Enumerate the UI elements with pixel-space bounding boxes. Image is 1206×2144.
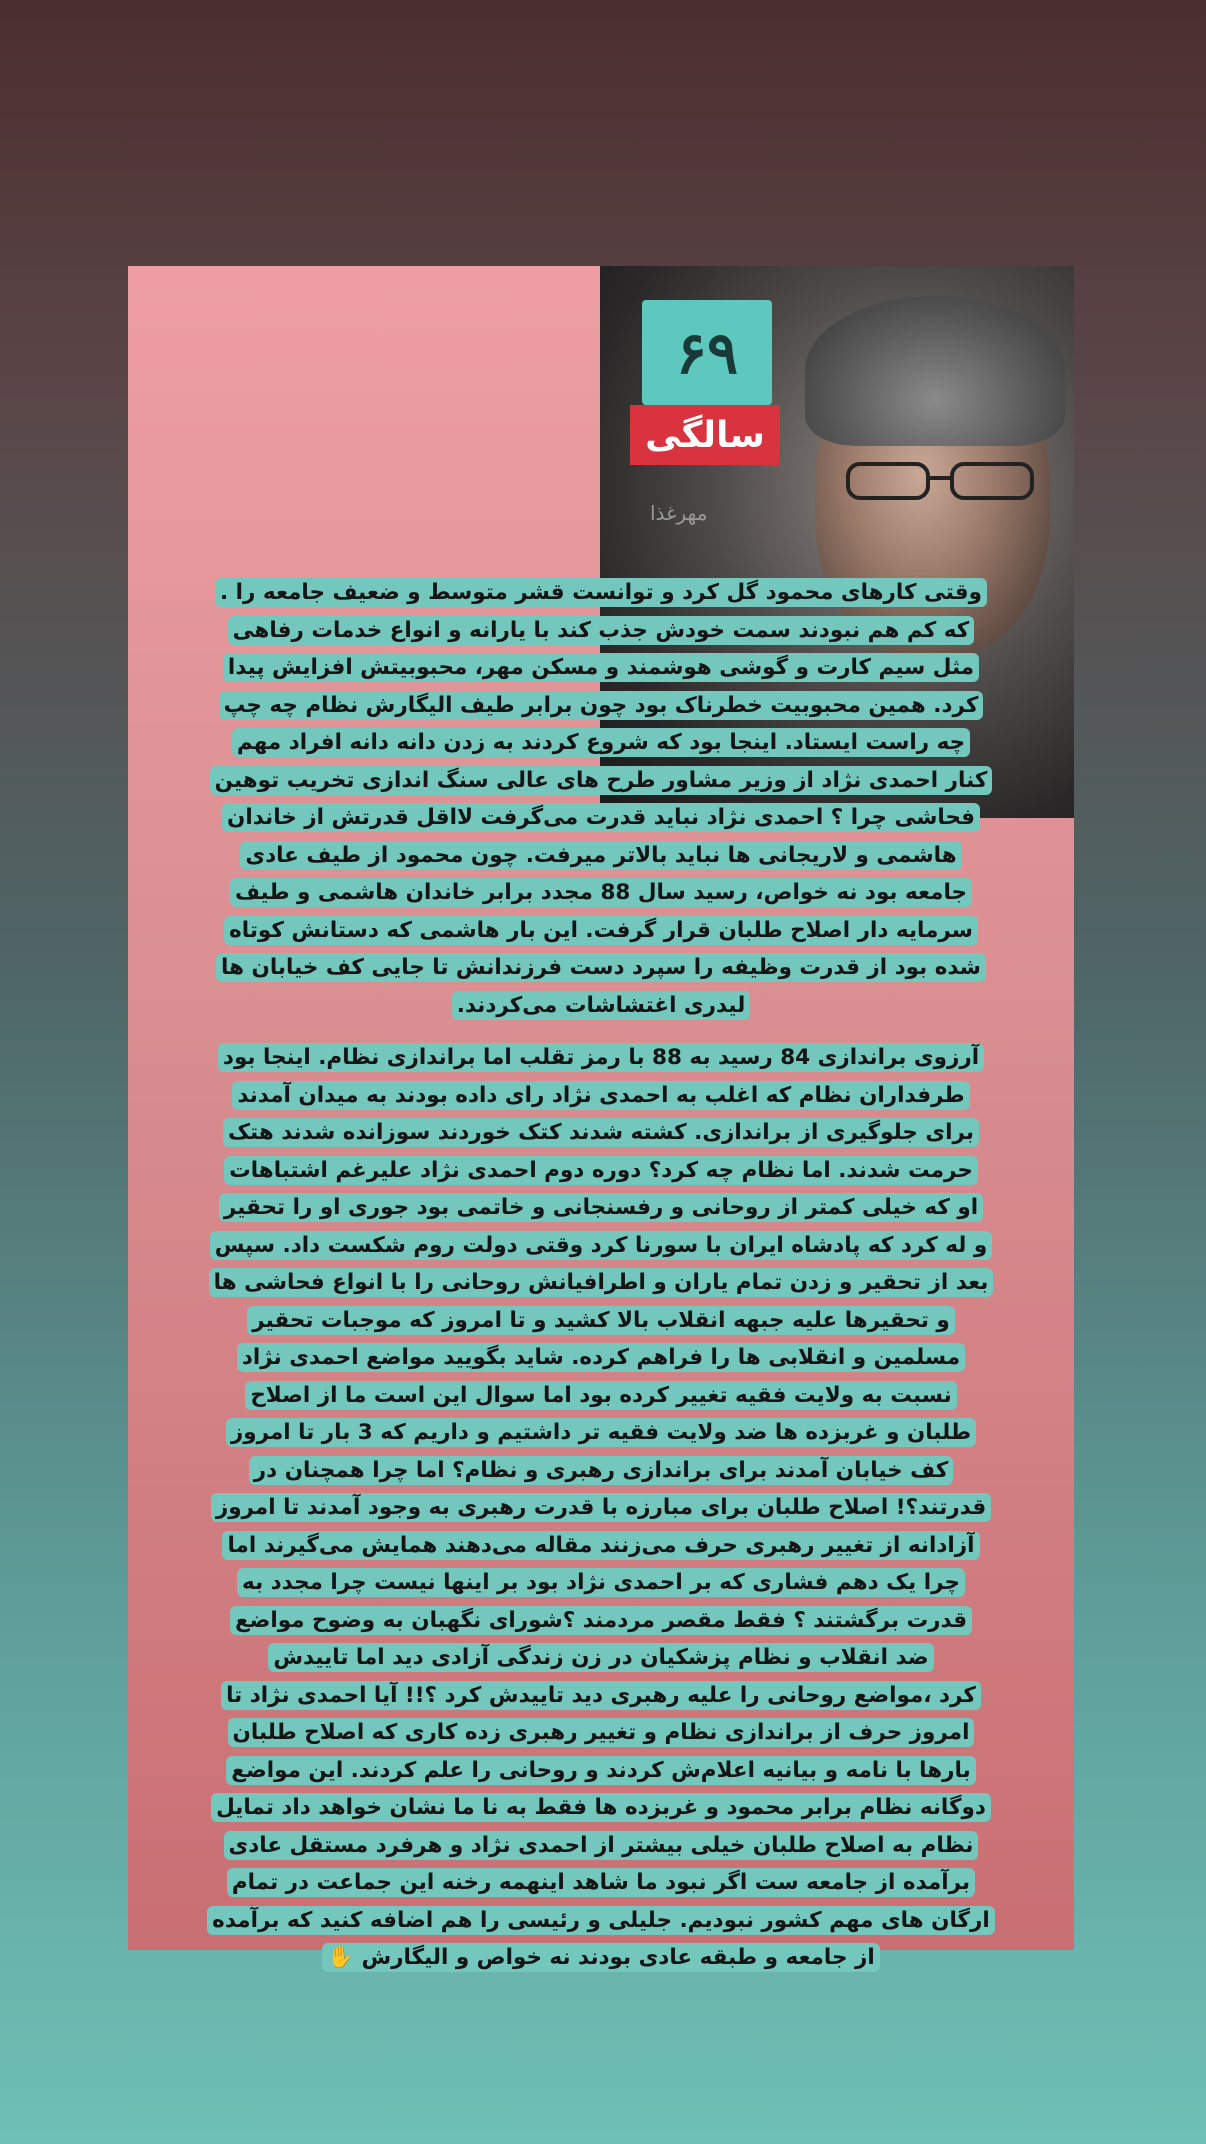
paragraph-block-1	[134, 574, 1068, 1024]
paragraph-1-text: وقتی کارهای محمود گل کرد و توانست قشر متوسط و ضعیف جامعه را . که کم هم نبودند سمت خودش جذب کند با یارانه و انواع خدمات رفاهی مثل سیم کارت و گوشی هوشمند و مسکن مهر، محبوبیتش افزایش پیدا کرد. همین محبوبیت خطرناک بود چون برابر طیف الیگارش نظام چه چپ چه راست ایستاد. اینجا بود که شروع کردند به زدن دانه دانه افراد مهم کنار احمدی نژاد از وزیر مشاور طرح های عالی سنگ اندازی تخریب توهین فحاشی چرا ؟ احمدی نژاد نباید قدرت می‌گرفت لااقل قدرتش از خاندان هاشمی و لاریجانی ها نباید بالاتر میرفت. چون محمود از طیف عادی جامعه بود نه خواص، رسید سال 88 مجدد برابر خاندان هاشمی و طیف سرمایه دار اصلاح طلبان قرار گرفت. این بار هاشمی که دستانش کوتاه شده بود از قدرت وظیفه را سپرد دست فرزندانش تا جایی کف خیابان ها لیدری اغتشاشات می‌کردند.	[210, 578, 993, 1020]
logo-number: ۶۹	[642, 300, 772, 405]
logo-subtitle: مهرغذا	[650, 501, 708, 525]
logo-label: سالگی	[630, 405, 780, 465]
glasses-icon	[840, 456, 1040, 506]
paragraph-block-2	[134, 1039, 1068, 1977]
paragraph-2-text: آرزوی براندازی 84 رسید به 88 با رمز تقلب اما براندازی نظام. اینجا بود طرفداران نظام که اغلب به احمدی نژاد رای داده بودند به میدان آمدند برای جلوگیری از براندازی. کشته شدند کتک خوردند سوزانده شدند هتک حرمت شدند. اما نظام چه کرد؟ دوره دوم احمدی نژاد علیرغم اشتباهات او که خیلی کمتر از روحانی و رفسنجانی و خاتمی بود جوری او را تحقیر و له کرد که پادشاه ایران با سورنا کرد وقتی دولت روم شکست داد. سپس بعد از تحقیر و زدن تمام یاران و اطرافیانش روحانی را با انواع فحاشی ها و تحقیرها علیه جبهه انقلاب بالا کشید و تا امروز که موجبات تحقیر مسلمین و انقلابی ها را فراهم کرده. شاید بگویید مواضع احمدی نژاد نسبت به ولایت فقیه تغییر کرده بود اما سوال این است ما از اصلاح طلبان و غربزده ها ضد ولایت فقیه تر داشتیم و داریم که 3 بار تا امروز کف خیابان آمدند برای براندازی رهبری و نظام؟ اما چرا همچنان در قدرتند؟! اصلاح طلبان برای مبارزه با قدرت رهبری به وجود آمدند تا امروز آزادانه از تغییر رهبری حرف می‌زنند مقاله می‌دهند همایش می‌گیرند اما چرا یک دهم فشاری که بر احمدی نژاد بود بر اینها نیست چرا مجدد به قدرت برگشتند ؟ فقط مقصر مردمند ؟شورای نگهبان به وضوح مواضع ضد انقلاب و نظام پزشکیان در زن زندگی آزادی دید اما تاییدش کرد ،مواضع روحانی را علیه رهبری دید تاییدش کرد ؟!! آیا احمدی نژاد تا امروز حرف از براندازی نظام و تغییر رهبری زده کاری که اصلاح طلبان بارها با نامه و بیانیه اعلام‌ش کردند و روحانی را علم کردند. این مواضع دوگانه نظام برابر محمود و غربزده ها فقط به نا ما نشان خواهد داد تمایل نظام به اصلاح طلبان خیلی بیشتر از احمدی نژاد و هرفرد مستقل عادی برآمده از جامعه ست اگر نبود ما شاهد اینهمه رخنه این جماعت در تمام ارگان های مهم کشور نبودیم. جلیلی و رئیسی را هم اضافه کنید که برآمده از جامعه و طبقه عادی بودند نه خواص و الیگارش ✋	[207, 1043, 995, 1972]
story-card	[128, 266, 1074, 1970]
anniversary-logo	[630, 300, 780, 470]
portrait-hair	[805, 296, 1065, 446]
